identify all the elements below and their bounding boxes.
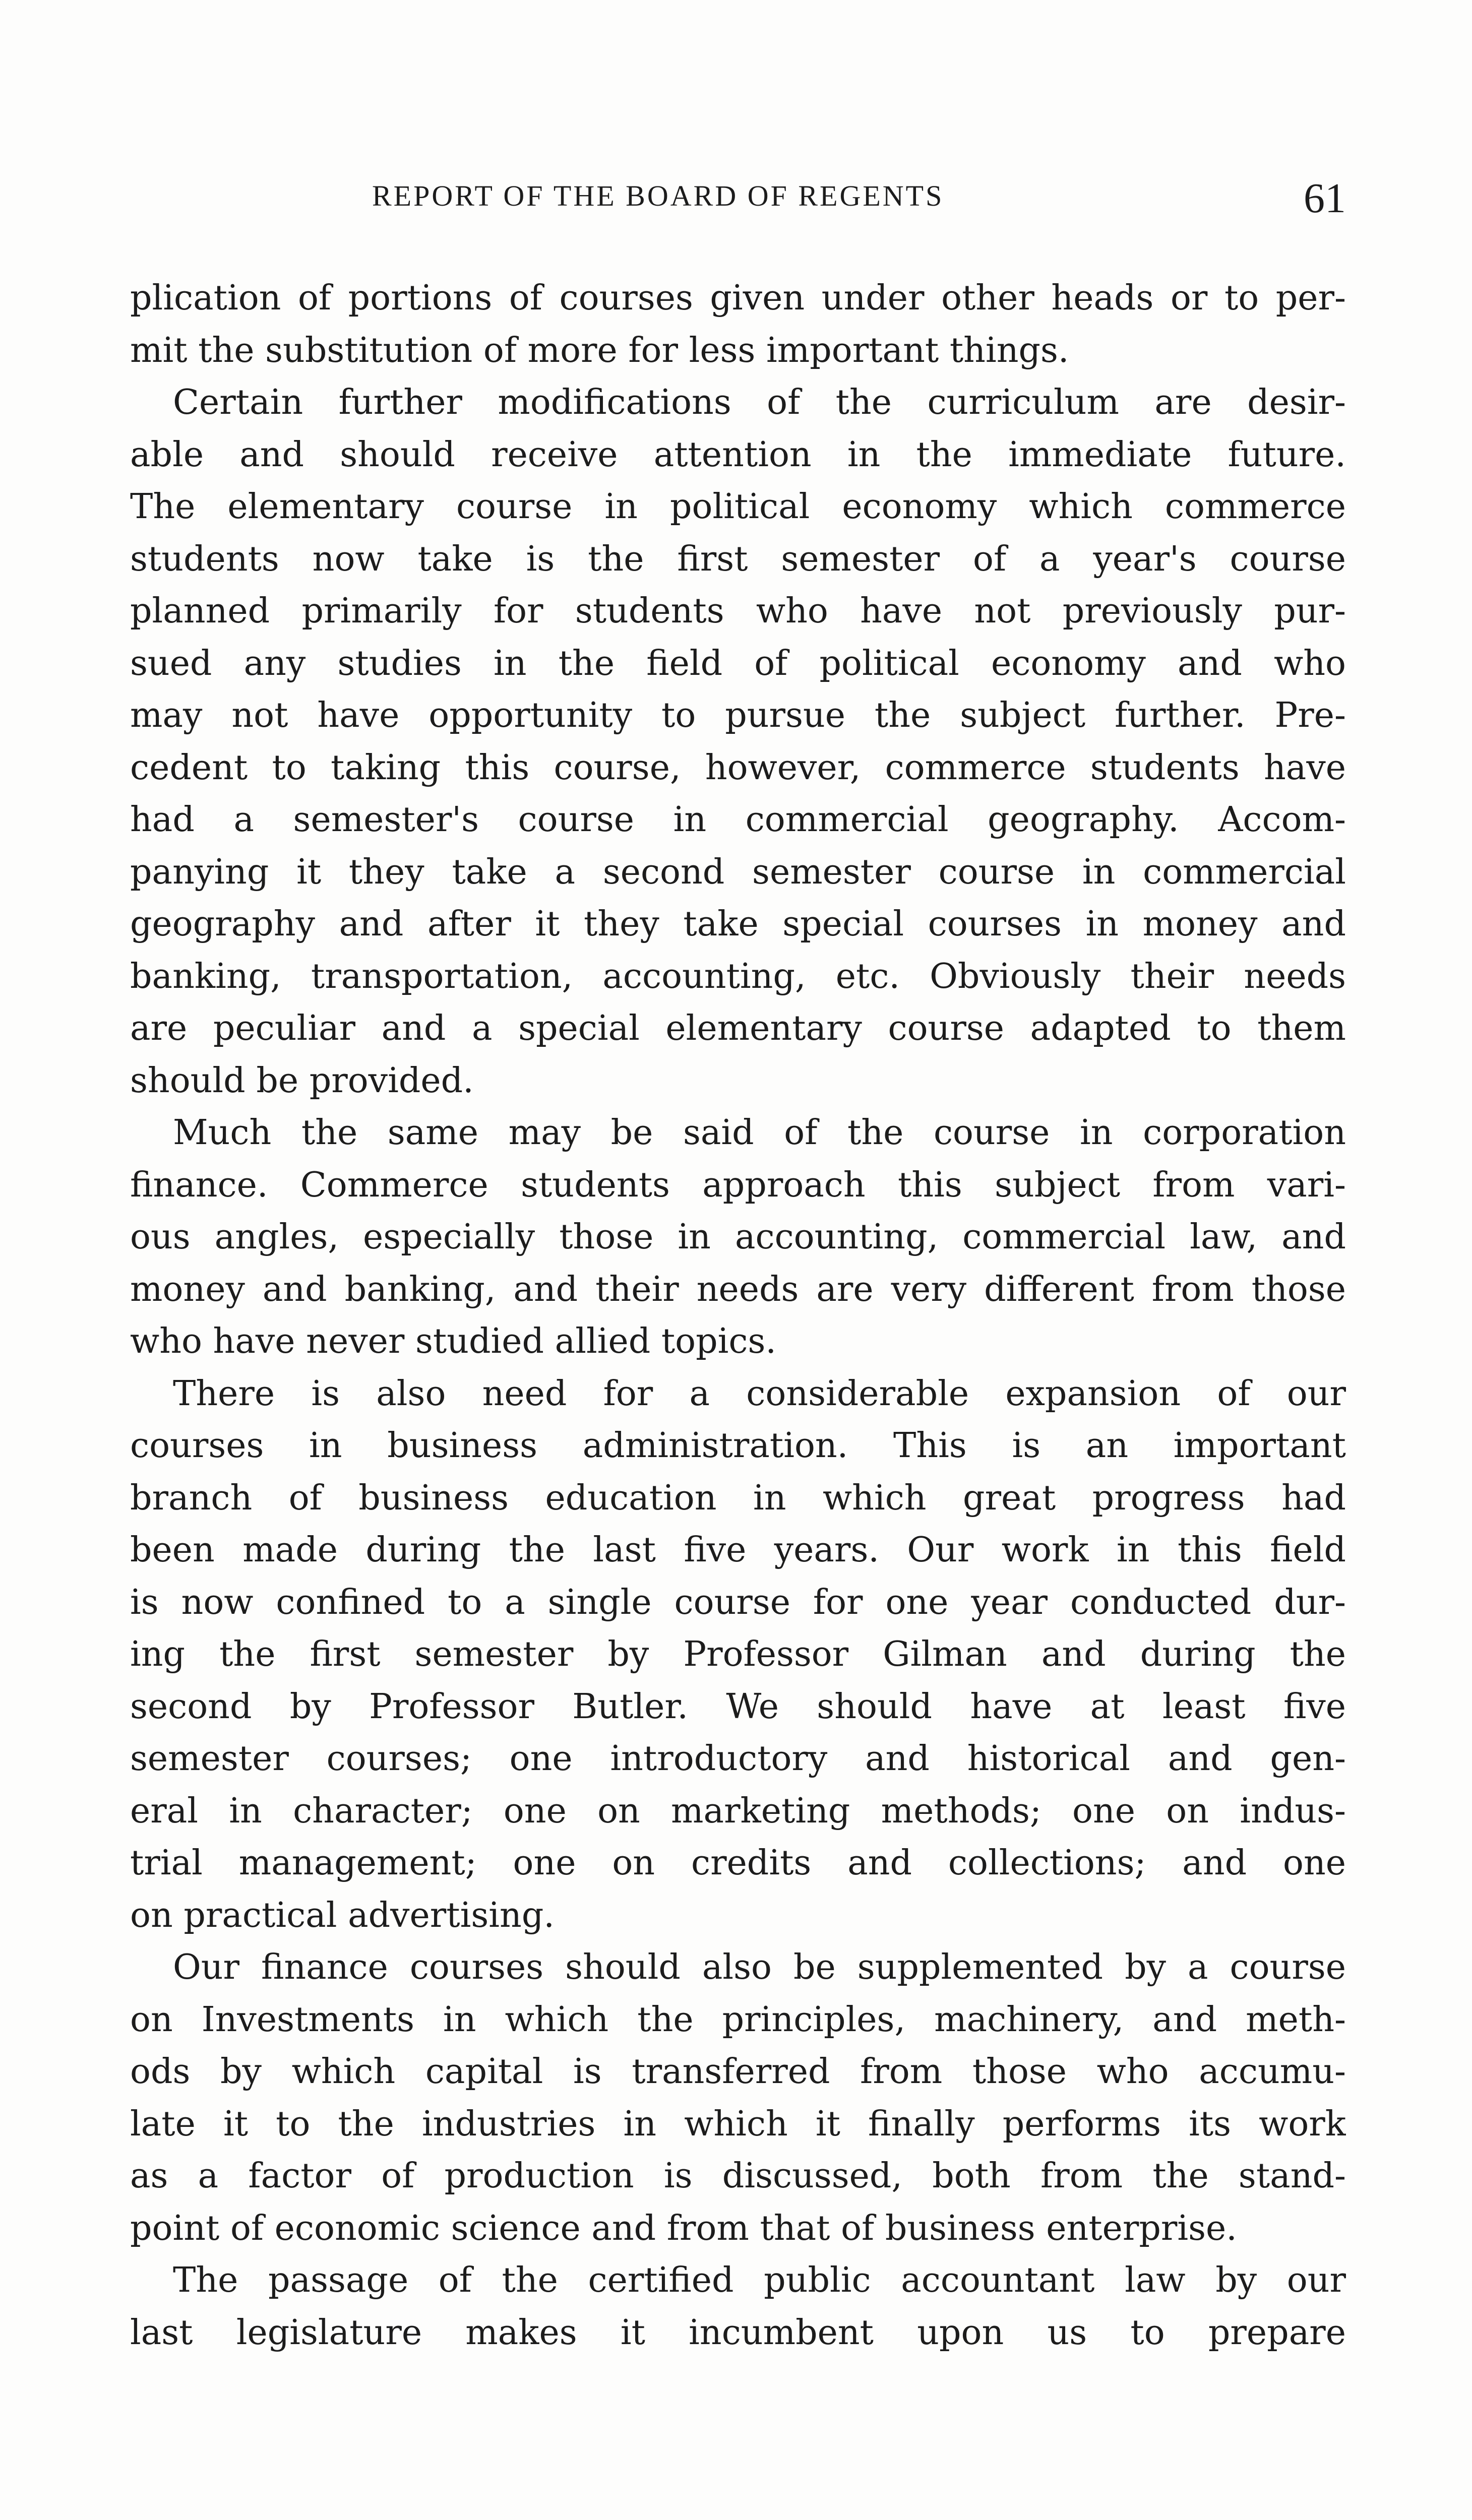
text-line: semester courses; one introductory and historical and gen-	[130, 1739, 1346, 1779]
text-line: last legislature makes it incumbent upon us to prepare	[130, 2312, 1346, 2353]
text-line: planned primarily for students who have not previously pur-	[130, 591, 1346, 631]
text-line: cedent to taking this course, however, commerce students have	[130, 747, 1346, 788]
text-line: plication of portions of courses given under other heads or to per-	[130, 278, 1346, 318]
text-line: is now confined to a single course for one year conducted dur-	[130, 1582, 1346, 1622]
text-line: ing the first semester by Professor Gilman and during the	[130, 1634, 1346, 1674]
paragraph	[130, 272, 1346, 376]
text-line: on practical advertising.	[130, 1895, 555, 1935]
text-line: late it to the industries in which it finally performs its work	[130, 2104, 1346, 2144]
header-title: REPORT OF THE BOARD OF REGENTS	[372, 179, 944, 212]
text-line: eral in character; one on marketing methods; one on indus-	[130, 1791, 1346, 1831]
text-line: Our finance courses should also be supplemented by a course	[173, 1947, 1346, 1987]
page-number: 61	[1304, 175, 1346, 222]
text-line: courses in business administration. This is an important	[130, 1426, 1346, 1466]
text-line: been made during the last five years. Our work in this field	[130, 1530, 1346, 1570]
text-line: money and banking, and their needs are very different from those	[130, 1269, 1346, 1309]
text-line: should be provided.	[130, 1060, 474, 1101]
text-line: on Investments in which the principles, machinery, and meth-	[130, 1999, 1346, 2040]
paragraph	[130, 1368, 1346, 1942]
text-line: panying it they take a second semester course in commercial	[130, 852, 1346, 892]
paragraph	[130, 2254, 1346, 2359]
body-text	[130, 272, 1346, 2359]
text-line: students now take is the first semester of a year's course	[130, 539, 1346, 579]
text-line: who have never studied allied topics.	[130, 1321, 776, 1361]
running-header	[130, 174, 1346, 224]
text-line: finance. Commerce students approach this subject from vari-	[130, 1165, 1346, 1205]
text-line: The passage of the certified public accountant law by our	[173, 2260, 1346, 2300]
text-line: ous angles, especially those in accounting, commercial law, and	[130, 1217, 1346, 1257]
text-line: There is also need for a considerable expansion of our	[173, 1373, 1346, 1414]
paragraph	[130, 376, 1346, 1107]
text-line: are peculiar and a special elementary course adapted to them	[130, 1009, 1346, 1048]
text-line: The elementary course in political economy which commerce	[130, 487, 1346, 527]
text-line: able and should receive attention in the immediate future.	[130, 434, 1346, 475]
text-line: branch of business education in which great progress had	[130, 1478, 1346, 1518]
paragraph	[130, 1941, 1346, 2254]
text-line: trial management; one on credits and collections; and one	[130, 1843, 1346, 1883]
text-line: had a semester's course in commercial geography. Accom-	[130, 800, 1346, 840]
text-line: may not have opportunity to pursue the subject further. Pre-	[130, 696, 1346, 735]
text-line: Certain further modifications of the curriculum are desir-	[173, 383, 1346, 422]
text-line: second by Professor Butler. We should have at least five	[130, 1686, 1346, 1727]
text-line: mit the substitution of more for less important things.	[130, 330, 1069, 370]
text-line: as a factor of production is discussed, both from the stand-	[130, 2156, 1346, 2196]
text-line: ods by which capital is transferred from those who accumu-	[130, 2052, 1346, 2092]
text-line: sued any studies in the field of political economy and who	[130, 643, 1346, 683]
text-line: banking, transportation, accounting, etc. Obviously their needs	[130, 956, 1346, 996]
text-line: Much the same may be said of the course in corporation	[173, 1113, 1346, 1153]
text-line: geography and after it they take special courses in money and	[130, 904, 1346, 944]
paragraph	[130, 1107, 1346, 1368]
text-line: point of economic science and from that of business enterprise.	[130, 2208, 1237, 2248]
